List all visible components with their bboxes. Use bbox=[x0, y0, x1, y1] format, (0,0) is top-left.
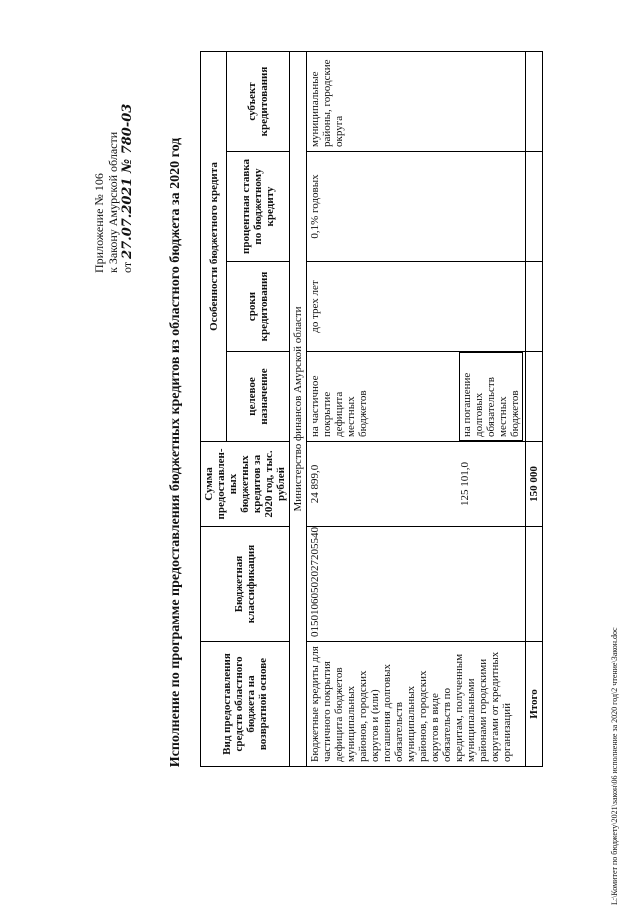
cell-sum bbox=[307, 442, 526, 527]
table-row bbox=[307, 51, 526, 766]
header-row-1 bbox=[201, 51, 227, 766]
header-classification: Бюджетная классификация bbox=[201, 527, 290, 642]
cell-code: 01501060502027205540 bbox=[307, 527, 526, 642]
handwritten-date-number: 27.07.2021 № 780-03 bbox=[120, 103, 135, 259]
appendix-date-prefix: от bbox=[120, 261, 134, 273]
cell-kind: Бюджетные кредиты для частичного покрытия дефицита бюджетов муниципальных районов, городских округов и (или) погашения долговых обязательств муниципальных районов, городских округов в виде обязательств по кредитам, полученным муниципальными районами городскими округами от кредитных организаций bbox=[307, 642, 526, 767]
cell-subject: муниципальные районы, городские округа bbox=[307, 51, 526, 151]
total-row bbox=[526, 51, 543, 766]
appendix-law: к Закону Амурской области bbox=[106, 131, 120, 273]
header-kind: Вид предоставления средств областного бюджета на возвратной основе bbox=[201, 642, 290, 767]
appendix-number: Приложение № 106 bbox=[92, 173, 106, 273]
document-title: Исполнение по программе предоставления бюджетных кредитов из областного бюджета за 2020 год bbox=[168, 137, 183, 768]
cell-sum-1: 24 899,0 bbox=[309, 464, 321, 504]
total-empty-subject bbox=[526, 51, 543, 151]
cell-sum-2: 125 101,0 bbox=[459, 462, 471, 506]
total-label: Итого bbox=[526, 642, 543, 767]
total-empty-code bbox=[526, 527, 543, 642]
file-path-footer: L:\Комитет по бюджету\2021\закон\06 исполнение за 2020 год\2 чтение\Закон.doc bbox=[610, 627, 619, 905]
header-purpose: целевое назначение bbox=[227, 352, 290, 442]
total-empty-purpose bbox=[526, 352, 543, 442]
appendix-date bbox=[120, 104, 135, 273]
total-empty-rate bbox=[526, 152, 543, 262]
total-empty-term bbox=[526, 262, 543, 352]
header-subject: субъект кредитования bbox=[227, 51, 290, 151]
cell-purpose bbox=[307, 352, 526, 442]
cell-rate: 0,1% годовых bbox=[307, 152, 526, 262]
header-sum: Сумма предоставлен- ных бюджетных кредитов за 2020 год, тыс. рублей bbox=[201, 442, 290, 527]
section-row bbox=[290, 51, 307, 766]
header-features-group: Особенности бюджетного кредита bbox=[201, 51, 227, 441]
header-term: сроки кредитования bbox=[227, 262, 290, 352]
credits-table bbox=[200, 51, 543, 767]
total-value: 150 000 bbox=[526, 442, 543, 527]
cell-purpose-1: на частичное покрытие дефицита местных бюджетов bbox=[309, 375, 369, 437]
header-rate: процентная ставка по бюджетному кредиту bbox=[227, 152, 290, 262]
cell-purpose-2: на погашение долговых обязательств местных бюджетов bbox=[459, 352, 523, 441]
cell-term: до трех лет bbox=[307, 262, 526, 352]
appendix-block bbox=[92, 104, 135, 273]
section-ministry: Министерство финансов Амурской области bbox=[290, 51, 307, 766]
